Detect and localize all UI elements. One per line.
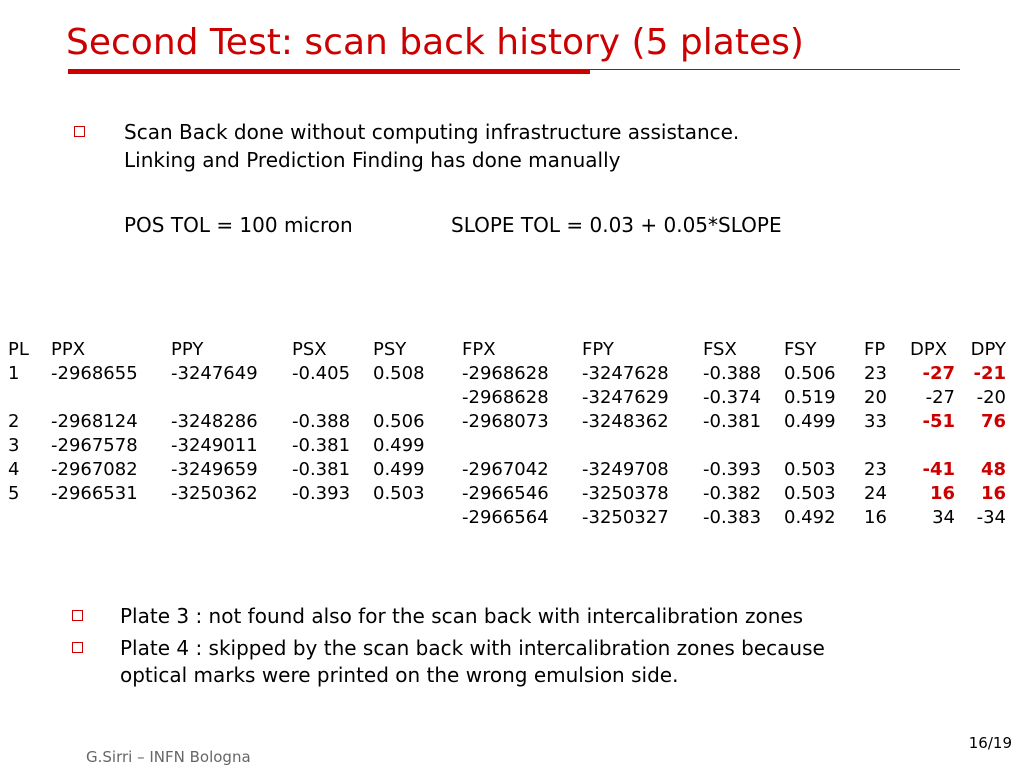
cell: -2968073 [462,411,549,432]
cell: -0.381 [292,435,351,456]
cell: 5 [8,483,20,504]
cell: -2966564 [462,507,549,528]
table-row [8,362,1006,386]
col-header-ppx: PPX [51,339,86,360]
table-row [8,458,1006,482]
table-row [8,410,1006,434]
cell: -2967042 [462,459,549,480]
cell: -2968628 [462,387,549,408]
table-row [8,434,1006,458]
slope-tolerance: SLOPE TOL = 0.03 + 0.05*SLOPE [451,213,782,237]
cell [462,434,582,458]
cell: 2 [8,411,20,432]
cell: 0.492 [784,507,836,528]
bullet2-text: Plate 3 : not found also for the scan back with intercalibration zones [120,604,804,628]
cell: -3249659 [171,459,258,480]
col-header-ppy: PPY [171,339,204,360]
cell [51,506,171,530]
col-header-psx: PSX [292,339,327,360]
cell [703,434,784,458]
cell-highlight: -51 [922,411,955,432]
cell [784,434,864,458]
col-header-fp: FP [864,339,886,360]
cell: -3250327 [582,507,669,528]
cell: -0.388 [292,411,351,432]
cell-highlight: 16 [980,483,1006,504]
col-header-fpx: FPX [462,339,496,360]
col-header-psy: PSY [373,339,407,360]
cell: -34 [976,507,1006,528]
cell [373,386,462,410]
cell [373,506,462,530]
table-row [8,386,1006,410]
cell: 33 [864,411,887,432]
cell: 1 [8,363,20,384]
title-underline-thick [68,70,590,74]
cell: -2968655 [51,363,138,384]
scan-back-table [8,338,1006,530]
cell [292,386,373,410]
slide-title: Second Test: scan back history (5 plates) [66,22,804,63]
bullet-square-icon [74,126,85,137]
cell [910,434,955,458]
cell: 0.499 [373,459,425,480]
cell: -2968124 [51,411,138,432]
cell: -3250362 [171,483,258,504]
bullet3-line2: optical marks were printed on the wrong emulsion side. [120,663,679,687]
cell: -0.381 [292,459,351,480]
cell: -3249708 [582,459,669,480]
footer-author: G.Sirri – INFN Bologna [86,748,251,766]
col-header-dpy: DPY [970,339,1006,360]
table-row [8,482,1006,506]
cell: -0.393 [703,459,762,480]
cell: -2967082 [51,459,138,480]
cell: -3247649 [171,363,258,384]
cell: 34 [932,507,955,528]
col-header-fsx: FSX [703,339,737,360]
cell: 0.508 [373,363,425,384]
table-header-row [8,338,1006,362]
cell: -2966546 [462,483,549,504]
col-header-pl: PL [8,339,29,360]
pos-tolerance: POS TOL = 100 micron [124,213,353,237]
cell: 0.506 [784,363,836,384]
cell: -3249011 [171,435,258,456]
cell [582,434,703,458]
cell-highlight: -27 [922,363,955,384]
cell: 16 [864,507,887,528]
cell: -3247629 [582,387,669,408]
cell-highlight: 76 [980,411,1006,432]
col-header-dpx: DPX [910,339,948,360]
cell: -3248362 [582,411,669,432]
cell [955,434,1006,458]
cell [171,386,292,410]
cell: 4 [8,459,20,480]
cell: -3250378 [582,483,669,504]
cell: 0.506 [373,411,425,432]
cell: -3247628 [582,363,669,384]
cell [51,386,171,410]
cell: 0.499 [784,411,836,432]
cell: 0.499 [373,435,425,456]
table-row [8,506,1006,530]
bullet3-line1: Plate 4 : skipped by the scan back with intercalibration zones because [120,636,825,660]
col-header-fsy: FSY [784,339,817,360]
cell-highlight: -41 [922,459,955,480]
bullet1-line2: Linking and Prediction Finding has done manually [124,148,621,172]
cell [292,506,373,530]
cell: -3248286 [171,411,258,432]
cell: -20 [976,387,1006,408]
cell: -2967578 [51,435,138,456]
cell: 23 [864,363,887,384]
cell: 0.503 [784,483,836,504]
cell-highlight: -21 [973,363,1006,384]
cell: 20 [864,387,887,408]
cell: -27 [925,387,955,408]
cell [8,386,51,410]
cell [171,506,292,530]
cell [8,506,51,530]
cell: 0.503 [784,459,836,480]
cell: -0.381 [703,411,762,432]
cell: 3 [8,435,20,456]
cell-highlight: 16 [929,483,955,504]
cell: 0.503 [373,483,425,504]
bullet-square-icon [72,642,83,653]
bullet1-line1: Scan Back done without computing infrastructure assistance. [124,120,740,144]
cell: -0.393 [292,483,351,504]
cell: 0.519 [784,387,836,408]
cell: 23 [864,459,887,480]
cell: -0.405 [292,363,351,384]
cell: 24 [864,483,887,504]
cell-highlight: 48 [980,459,1006,480]
cell: -0.374 [703,387,762,408]
cell: -0.383 [703,507,762,528]
cell: -2968628 [462,363,549,384]
col-header-fpy: FPY [582,339,614,360]
bullet-square-icon [72,610,83,621]
cell: -0.382 [703,483,762,504]
page-number: 16/19 [968,734,1012,752]
cell: -0.388 [703,363,762,384]
cell [864,434,910,458]
cell: -2966531 [51,483,138,504]
